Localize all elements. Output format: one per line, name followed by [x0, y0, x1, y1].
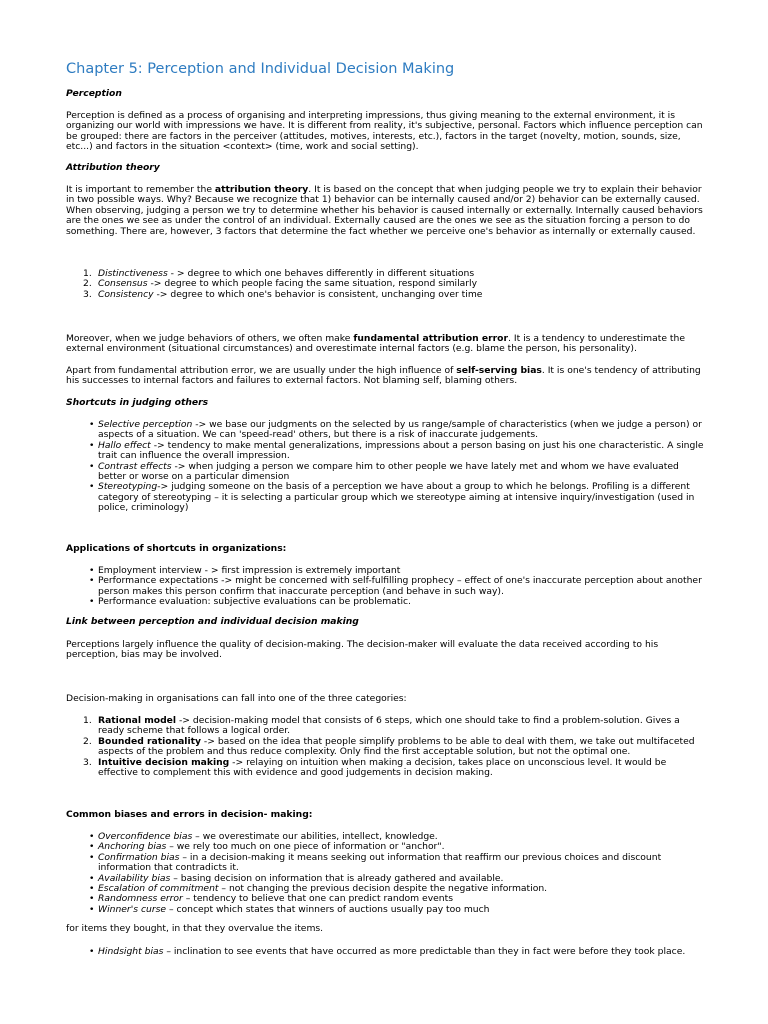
list-item: • Hindsight bias – inclination to see events that have occurred as more predictable than they in fact were before they took place. — [89, 946, 686, 957]
heading-attribution-theory: Attribution theory — [66, 162, 160, 173]
list-item: • Overconfidence bias – we overestimate our abilities, intellect, knowledge. — [89, 831, 438, 842]
list-item: 3. Intuitive decision making -> relaying on intuition when making a decision, takes place on unconscious level. It would be effective to complement this with evidence and good judgements in decision making. — [83, 756, 667, 779]
list-item: 2. Bounded rationality -> based on the idea that people simplify problems to be able to deal with them, we take out multifaceted aspects of the problem and thus reduce complexity. Only find the first acceptable solution, but not the optimal one. — [83, 735, 695, 758]
link-paragraph: Perceptions largely influence the quality of decision-making. The decision-maker will evaluate the data received according to his perception, bias may be involved. — [66, 639, 659, 661]
list-item: 2. Consensus -> degree to which people facing the same situation, respond similarly — [83, 278, 478, 290]
page-title: Chapter 5: Perception and Individual Decision Making — [66, 61, 455, 77]
fundamental-attribution-paragraph: Moreover, when we judge behaviors of others, we often make fundamental attribution error. It is a tendency to underestimate the external environment (situational circumstances) and overestimate internal factors (e.g. blame the person, his personality). — [66, 333, 685, 355]
attribution-factors-list — [66, 269, 706, 300]
decision-models-list — [66, 716, 706, 778]
list-item: 1. Distinctiveness - > degree to which one behaves differently in different situations — [83, 268, 475, 279]
heading-applications: Applications of shortcuts in organizations: — [66, 543, 287, 554]
heading-shortcuts: Shortcuts in judging others — [66, 397, 209, 408]
list-item: • Anchoring bias – we rely too much on one piece of information or "anchor". — [89, 841, 445, 853]
list-item: • Employment interview - > first impression is extremely important — [89, 565, 401, 576]
list-item: • Selective perception -> we base our judgments on the selected by us range/sample of characteristics (when we judge a person) or aspects of a situation. We can 'speed-read' others, but there is a risk of inaccurate judgements. — [89, 419, 702, 441]
heading-biases: Common biases and errors in decision- making: — [66, 809, 313, 820]
list-item: • Availability bias – basing decision on information that is already gathered and available. — [89, 872, 504, 884]
perception-paragraph: Perception is defined as a process of organising and interpreting impressions, thus giving meaning to the external environment, it is organizing our world with impressions we have. It is different from reality, it's subjective, personal. Factors which influence perception can be grouped: there are factors in the perceiver (attitudes, motives, interests, etc.), factors in the target (novelty, motion, sounds, size, etc...) and factors in the situation <context> (time, work and social setting). — [66, 110, 703, 153]
biases-continuation: for items they bought, in that they overvalue the items. — [66, 923, 324, 934]
list-item: • Contrast effects -> when judging a person we compare him to other people we have lately met and whom we have evaluated better or worse on a particular dimension — [89, 460, 679, 483]
self-serving-paragraph: Apart from fundamental attribution error, we are usually under the high influence of self-serving bias. It is one's tendency of attributing his successes to internal factors and failures to external factors. Not blaming self, blaming others. — [66, 365, 701, 387]
list-item: • Confirmation bias – in a decision-making it means seeking out information that reaffirm our previous choices and discount information that contradicts it. — [89, 851, 662, 874]
shortcuts-list — [66, 420, 706, 514]
heading-link: Link between perception and individual decision making — [66, 616, 359, 627]
list-item: 3. Consistency -> degree to which one's behavior is consistent, unchanging over time — [83, 288, 483, 300]
attribution-paragraph: It is important to remember the attribution theory. It is based on the concept that when judging people we try to explain their behavior in two possible ways. Why? Because we recognize that 1) behavior can be internally caused and/or 2) behavior can be externally caused. When observing, judging a person we try to determine whether his behavior is caused internally or externally. Internally caused behaviors are the ones we see as under the control of an individual. Externally caused are the ones we see as the situation forcing a person to do something. There are, however, 3 factors that determine the fact whether we perceive one's behavior as internally or externally caused. — [66, 184, 703, 237]
list-item: • Stereotyping-> judging someone on the basis of a perception we have about a group to which he belongs. Profiling is a different category of stereotyping – it is selecting a particular group which we stereotype aiming at intensive inquiry/investigation (used in police, criminology) — [89, 481, 695, 514]
list-item: • Winner's curse – concept which states that winners of auctions usually pay too much — [89, 903, 490, 915]
biases-list — [66, 832, 706, 915]
decision-intro: Decision-making in organisations can fall into one of the three categories: — [66, 693, 407, 704]
applications-list — [66, 566, 706, 608]
hindsight-list — [66, 947, 706, 957]
heading-perception: Perception — [66, 88, 122, 99]
list-item: • Performance evaluation: subjective evaluations can be problematic. — [89, 596, 411, 608]
list-item: • Escalation of commitment – not changing the previous decision despite the negative information. — [89, 883, 548, 895]
list-item: • Hallo effect -> tendency to make mental generalizations, impressions about a person basing on just his one characteristic. A single trait can influence the overall impression. — [89, 439, 704, 462]
list-item: • Performance expectations -> might be concerned with self-fulfilling prophecy – effect of one's inaccurate perception about another person makes this person confirm that inaccurate perception (and behave in such way). — [89, 575, 702, 597]
list-item: • Randomness error – tendency to believe that one can predict random events — [89, 893, 453, 905]
list-item: 1. Rational model -> decision-making model that consists of 6 steps, which one should take to find a problem-solution. Gives a ready scheme that follows a logical order. — [83, 715, 680, 737]
